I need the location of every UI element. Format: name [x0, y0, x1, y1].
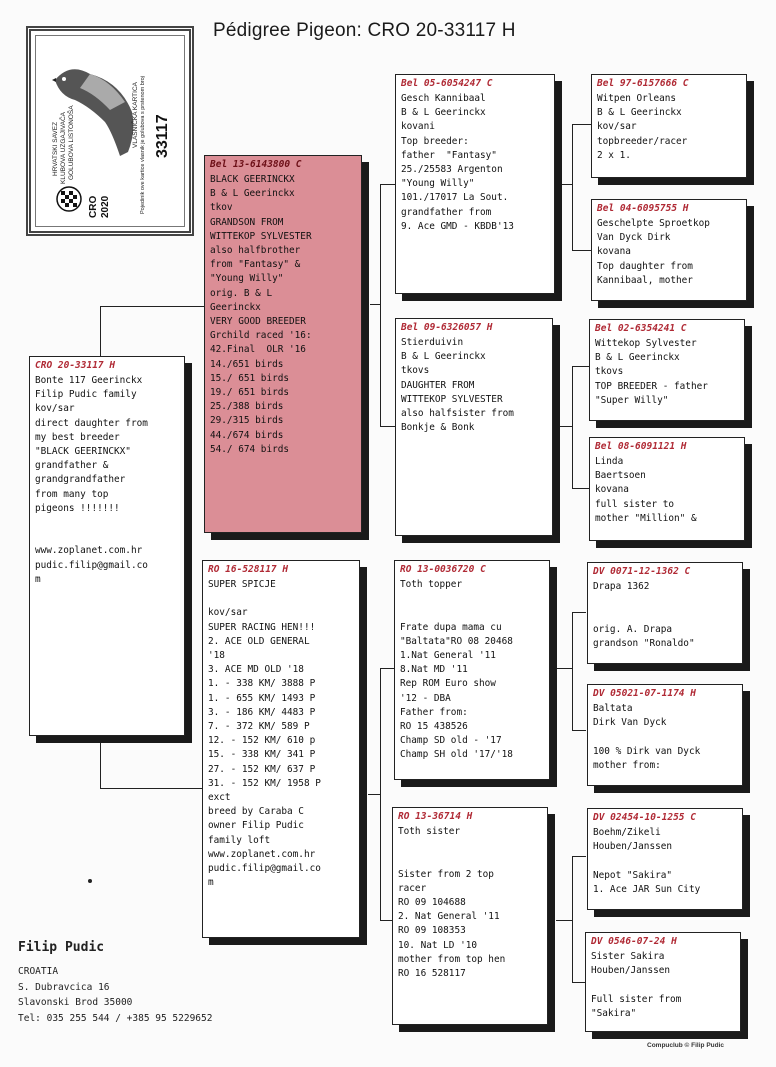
pigeon-description: Gesch Kannibaal B & L Geerinckx kovani Top breeder: father "Fantasy" 25./25583 Argenton "Young Willy" 101./17017 La Sout. grandfather from 9. Ace GMD - KBDB'13 — [401, 93, 514, 232]
connector-line — [572, 982, 586, 983]
card-line-1: HRVATSKI SAVEZ — [52, 121, 59, 176]
pigeon-box-mff — [587, 562, 743, 664]
connector-line — [380, 184, 381, 426]
connector-line — [562, 184, 572, 185]
pigeon-description: Stierduivin B & L Geerinckx tkovs DAUGHTER FROM WITTEKOP SYLVESTER also halfsister from Bonkje & Bonk — [401, 337, 514, 434]
pigeon-box-ffm — [591, 199, 747, 301]
pigeon-description: Toth topper Frate dupa mama cu "Baltata"RO 08 20468 1.Nat General '11 8.Nat MD '11 Rep ROM Euro show '12 - DBA Father from: RO 15 438526 Champ SD old - '17 Champ SH old '17/'18 — [400, 579, 513, 761]
pigeon-box-fmm — [589, 437, 745, 541]
connector-line — [100, 736, 101, 788]
ring-number: DV 0546-07-24 H — [591, 936, 677, 947]
connector-line — [100, 788, 204, 789]
pigeon-description: Linda Baertsoen kovana full sister to mother "Million" & — [595, 456, 697, 524]
ring-number: CRO 20-33117 H — [35, 360, 116, 371]
pigeon-box-mfm — [587, 684, 743, 786]
card-line-3: GOLUBOVA LISTONOŠA — [68, 105, 75, 180]
pigeon-description: Wittekop Sylvester B & L Geerinckx tkovs TOP BREEDER - father "Super Willy" — [595, 338, 708, 406]
pigeon-box-fff — [591, 74, 747, 178]
connector-line — [572, 612, 586, 613]
connector-line — [572, 856, 573, 982]
owner-city: Slavonski Brod 35000 — [18, 997, 133, 1008]
pigeon-box-fm — [395, 318, 553, 536]
connector-line — [556, 668, 572, 669]
ring-number: DV 0071-12-1362 C — [593, 566, 691, 577]
owner-contact — [18, 964, 212, 1026]
pigeon-box-father — [204, 155, 362, 533]
owner-country: CROATIA — [18, 966, 59, 977]
owner-phone: Tel: 035 255 544 / +385 95 5229652 — [18, 1012, 213, 1024]
pigeon-description: Baltata Dirk Van Dyck 100 % Dirk van Dyck mother from: — [593, 703, 701, 771]
pigeon-description: Boehm/Zikeli Houben/Janssen Nepot "Sakira" 1. Ace JAR Sun City — [593, 827, 701, 895]
connector-line — [572, 366, 573, 488]
ring-number: Bel 09-6326057 H — [401, 322, 493, 333]
ring-number: RO 13-0036720 C — [400, 564, 486, 575]
connector-line — [380, 920, 392, 921]
connector-line — [380, 426, 395, 427]
connector-line — [572, 250, 592, 251]
pigeon-box-mmf — [587, 808, 743, 910]
pigeon-box-mm — [392, 807, 548, 1025]
card-line-5: Pojedinik ove kartice vlasnik je golubova s prstenom broj — [140, 76, 146, 214]
ring-number: Bel 08-6091121 H — [595, 441, 687, 452]
pigeon-description: Geschelpte Sproetkop Van Dyck Dirk kovana Top daughter from Kannibaal, mother — [597, 218, 710, 286]
pigeon-description: Drapa 1362 orig. A. Drapa grandson "Ronaldo" — [593, 581, 695, 649]
ring-number: Bel 02-6354241 C — [595, 323, 687, 334]
connector-line — [380, 184, 395, 185]
pigeon-box-fmf — [589, 319, 745, 421]
connector-line — [572, 856, 586, 857]
ring-number: DV 02454-10-1255 C — [593, 812, 696, 823]
pigeon-description: BLACK GEERINCKX B & L Geerinckx tkov GRANDSON FROM WITTEKOP SYLVESTER also halfbrother from "Fantasy" & "Young Willy" orig. B & L Geerinckx VERY GOOD BREEDER Grchild raced '16: 42.Final OLR '16 14./651 birds 15./ 651 birds 19./ 651 birds 25./388 birds 29./315 birds 44./674 birds 54./ 674 birds — [210, 174, 312, 455]
ring-number: Bel 04-6095755 H — [597, 203, 689, 214]
card-ring-number: 33117 — [154, 114, 171, 158]
connector-line — [572, 124, 592, 125]
pigeon-box-ff — [395, 74, 555, 294]
ring-number: DV 05021-07-1174 H — [593, 688, 696, 699]
pigeon-box-mf — [394, 560, 550, 780]
page-title: Pédigree Pigeon: CRO 20-33117 H — [213, 20, 516, 41]
checkered-logo-icon — [56, 186, 82, 212]
pigeon-description: SUPER SPICJE kov/sar SUPER RACING HEN!!! 2. ACE OLD GENERAL '18 3. ACE MD OLD '18 1. - 338 KM/ 3888 P 1. - 655 KM/ 1493 P 3. - 186 KM/ 4483 P 7. - 372 KM/ 589 P 12. - 152 KM/ 610 p 15. - 338 KM/ 341 P 27. - 152 KM/ 637 P 31. - 152 KM/ 1958 P exct breed by Caraba C owner Filip Pudic family loft www.zoplanet.com.hr pudic.filip@gmail.co m — [208, 579, 321, 889]
credit-text: Compuclub © Filip Pudic — [647, 1042, 725, 1049]
connector-line — [370, 304, 380, 305]
connector-line — [556, 920, 572, 921]
connector-line — [572, 730, 586, 731]
stray-dot — [88, 879, 92, 883]
connector-line — [380, 668, 395, 669]
ownership-card — [26, 26, 194, 236]
pigeon-description: Witpen Orleans B & L Geerinckx kov/sar topbreeder/racer 2 x 1. — [597, 93, 688, 161]
pigeon-description: Toth sister Sister from 2 top racer RO 09 104688 2. Nat General '11 RO 09 108353 10. Nat LD '10 mother from top hen RO 16 528117 — [398, 826, 506, 980]
pigeon-box-mmm — [585, 932, 741, 1032]
connector-line — [572, 124, 573, 250]
card-line-4: VLASNIČKA KARTICA — [132, 82, 139, 148]
connector-line — [100, 306, 204, 307]
pigeon-box-mother — [202, 560, 360, 938]
ring-number: Bel 05-6054247 C — [401, 78, 493, 89]
card-line-2: KLUBOVA UZGAJIVAČA — [60, 111, 67, 184]
owner-street: S. Dubravcica 16 — [18, 981, 110, 993]
card-year: 2020 — [100, 195, 111, 218]
connector-line — [380, 668, 381, 920]
card-frame — [35, 35, 185, 227]
pigeon-description: Sister Sakira Houben/Janssen Full sister from "Sakira" — [591, 951, 682, 1019]
connector-line — [368, 794, 380, 795]
connector-line — [560, 426, 572, 427]
ring-number: RO 16-528117 H — [208, 564, 289, 575]
connector-line — [100, 306, 101, 358]
connector-line — [572, 612, 573, 730]
owner-name: Filip Pudic — [18, 940, 105, 955]
pigeon-description: Bonte 117 Geerinckx Filip Pudic family kov/sar direct daughter from my best breeder "BLACK GEERINCKX" grandfather & grandgrandfather from many top pigeons !!!!!!! www.zoplanet.com.hr pudic.filip@gmail.co m — [35, 375, 148, 585]
ring-number: Bel 13-6143800 C — [210, 159, 302, 170]
ring-number: RO 13-36714 H — [398, 811, 473, 822]
ring-number: Bel 97-6157666 C — [597, 78, 689, 89]
card-country: CRO — [88, 195, 99, 218]
pigeon-box-subject — [29, 356, 185, 736]
